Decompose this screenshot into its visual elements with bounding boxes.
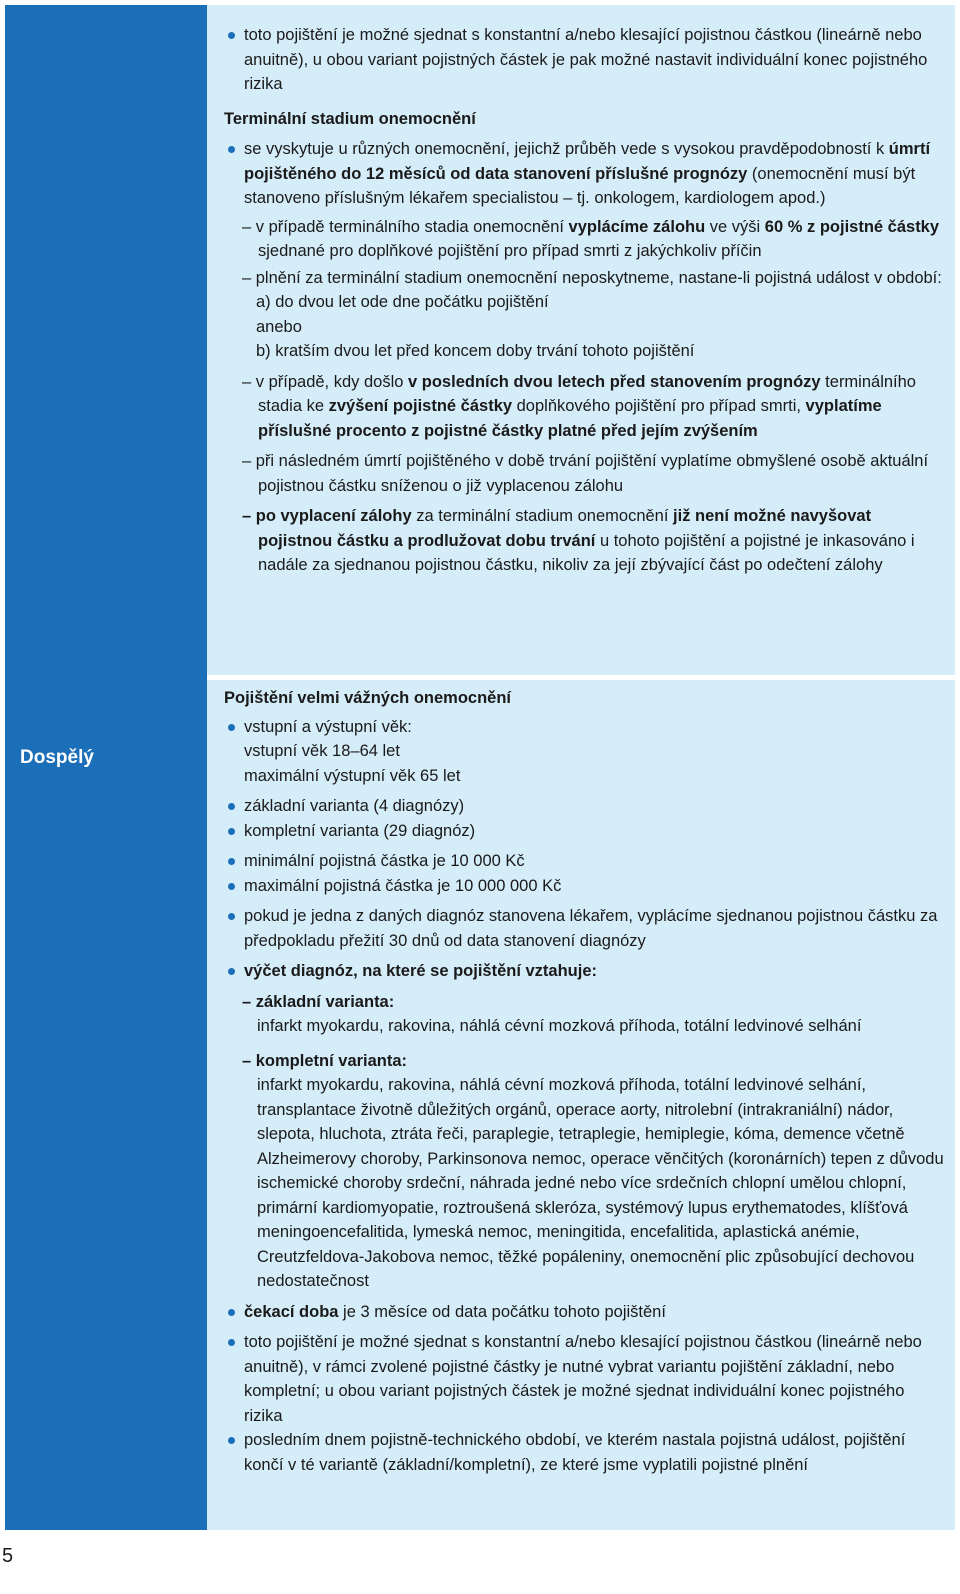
- list-item: – v případě terminálního stadia onemocnění vyplácíme zálohu ve výši 60 % z pojistné částky sjednané pro doplňkové pojištění pro případ smrti z jakýchkoliv příčin: [242, 217, 940, 260]
- list-subitem: b) kratším dvou let před koncem doby trvání tohoto pojištění: [256, 342, 695, 360]
- serious-illness-cell: [212, 680, 952, 1530]
- list-item: – při následném úmrtí pojištěného v době trvání pojištění vyplatíme obmyšlené osobě aktuální pojistnou částku sníženou o již vyplacenou zálohu: [242, 452, 929, 495]
- list-item: toto pojištění je možné sjednat s konstantní a/nebo klesající pojistnou částkou (lineárně nebo anuitně), v rámci zvolené pojistné částky je nutné vybrat variantu pojištění základní, nebo kompletní; u obou variant pojistných částek je možné sjednat individuální konec pojistného rizika: [224, 1330, 944, 1428]
- list-item: čekací doba je 3 měsíce od data počátku tohoto pojištění: [224, 1300, 944, 1325]
- page-number: 5: [2, 1545, 14, 1567]
- list-item: vstupní a výstupní věk: vstupní věk 18–64 let maximální výstupní věk 65 let: [224, 715, 944, 789]
- full-variant: – kompletní varianta: infarkt myokardu, rakovina, náhlá cévní mozková příhoda, totální ledvinové selhání, transplantace životně důležitých orgánů, operace aorty, nitrolební (intrakraniální) nádor, slepota, hluchota, ztráta řeči, paraplegie, tetraplegie, hemiplegie, kóma, demence včetně Alzheimerovy choroby, Parkinsonova nemoc, operace věnčitých (koronárních) tepen z důvodu ischemické choroby srdeční, náhrada jedné nebo více srdečních chlopní umělou chlopní, primární kardiomyopatie, roztroušená skleróza, systémový lupus erythematodes, klíšťová meningoencefalitida, lymeská nemoc, meningitida, encefalitida, aplastická anémie, Creutzfeldova-Jakobova nemoc, těžké popáleniny, onemocnění plic způsobující dechovou nedostatečnost: [242, 1051, 944, 1290]
- section-heading: Terminální stadium onemocnění: [224, 109, 476, 128]
- list-item: toto pojištění je možné sjednat s konstantní a/nebo klesající pojistnou částkou (lineárně nebo anuitně), u obou variant pojistných částek je pak možné nastavit individuální konec pojistného rizika: [224, 23, 944, 97]
- list-subitem: anebo: [256, 317, 302, 336]
- list-item: se vyskytuje u různých onemocnění, jejichž průběh vede s vysokou pravděpodobností k úmrtí pojištěného do 12 měsíců od data stanovení příslušné prognózy (onemocnění musí být stanoveno příslušným lékařem specialistou – tj. onkologem, kardiologem apod.): [224, 137, 944, 211]
- list-item: kompletní varianta (29 diagnóz): [224, 819, 944, 844]
- terminal-stage-cell: [212, 5, 952, 675]
- basic-variant: – základní varianta: infarkt myokardu, rakovina, náhlá cévní mozková příhoda, totální ledvinové selhání: [242, 992, 862, 1035]
- list-item: základní varianta (4 diagnózy): [224, 794, 944, 819]
- category-label: Dospělý: [20, 747, 94, 768]
- list-item: minimální pojistná částka je 10 000 Kč: [224, 849, 944, 874]
- category-column: [5, 5, 207, 1530]
- list-item: – po vyplacení zálohy za terminální stadium onemocnění již není možné navyšovat pojistnou částku a prodlužovat dobu trvání u tohoto pojištění a pojistné je inkasováno i nadále za sjednanou pojistnou částku, nikoliv za její zbývající část po odečtení zálohy: [242, 507, 915, 574]
- list-item: pokud je jedna z daných diagnóz stanovena lékařem, vyplácíme sjednanou pojistnou částku za předpokladu přežití 30 dnů od data stanovení diagnózy: [224, 904, 944, 953]
- section-heading: Pojištění velmi vážných onemocnění: [224, 689, 512, 707]
- list-subitem: a) do dvou let ode dne počátku pojištění: [256, 293, 549, 311]
- list-item: výčet diagnóz, na které se pojištění vztahuje:: [224, 959, 944, 984]
- list-item: maximální pojistná částka je 10 000 000 Kč: [224, 874, 944, 899]
- list-item: – plnění za terminální stadium onemocnění neposkytneme, nastane-li pojistná událost v období:: [242, 268, 942, 287]
- list-item: – v případě, kdy došlo v posledních dvou letech před stanovením prognózy terminálního stadia ke zvýšení pojistné částky doplňkového pojištění pro případ smrti, vyplatíme příslušné procento z pojistné částky platné před jejím zvýšením: [242, 372, 916, 440]
- info-table: [5, 5, 955, 1530]
- list-item: posledním dnem pojistně-technického období, ve kterém nastala pojistná událost, pojištění končí v té variantě (základní/kompletní), ze které jsme vyplatili pojistné plnění: [224, 1428, 944, 1477]
